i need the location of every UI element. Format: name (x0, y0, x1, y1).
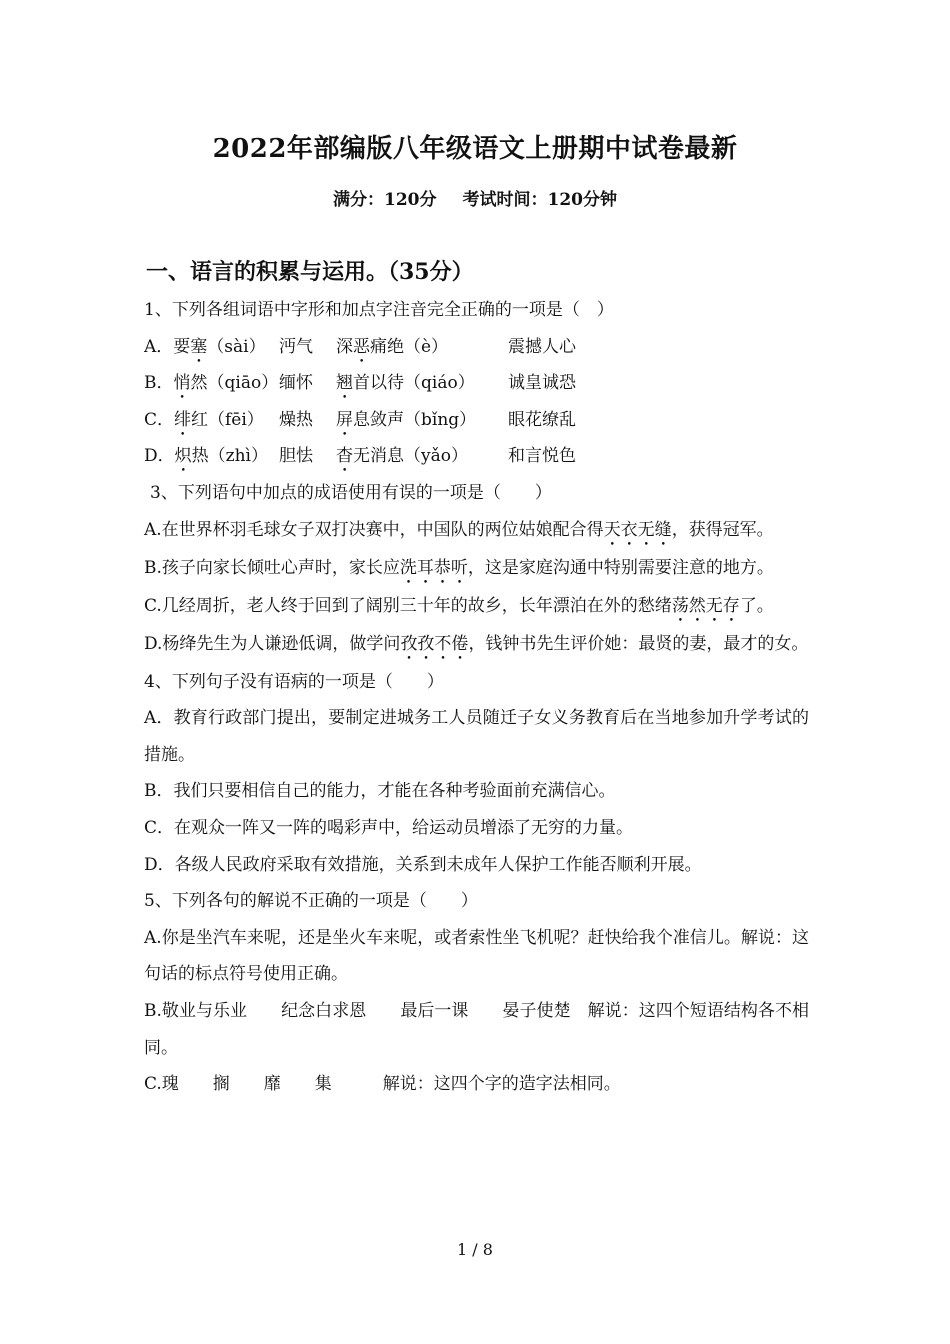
q1-d-col3: 杳无消息（yǎo） (336, 446, 468, 467)
q3-c-idiom: 荡然无存 (671, 595, 740, 616)
q1-b-col4: 诚皇诚恐 (508, 373, 576, 394)
q3-d-idiom: 孜孜不倦 (400, 633, 469, 654)
q1-a-col4: 震撼人心 (508, 336, 576, 357)
q1-option-b (144, 365, 809, 402)
q4-stem: 4、下列句子没有语病的一项是（ ） (144, 671, 444, 692)
section-heading: 一、语言的积累与运用。（35分） (146, 259, 474, 285)
q3-option-c: C.几经周折，老人终于回到了阔别三十年的故乡，长年漂泊在外的愁绪荡然无存了。 (144, 595, 774, 616)
q3-option-d: D.杨绛先生为人谦逊低调，做学问孜孜不倦，钱钟书先生评价她：最贤的妻，最才的女。 (144, 633, 809, 654)
q1-d-col4: 和言悦色 (508, 446, 576, 467)
full-score: 满分：120分 (333, 190, 437, 210)
q1-option-a (144, 329, 809, 366)
q5-option-a: A.你是坐汽车来呢，还是坐火车来呢，或者索性坐飞机呢？赶快给我个准信儿。解说：这句话的标点符号使用正确。 (144, 927, 809, 985)
q1-option-d (144, 438, 809, 475)
page-title: 2022年部编版八年级语文上册期中试卷最新 (212, 134, 738, 164)
q1-b-col3: 翘首以待（qiáo） (336, 373, 475, 394)
q4-option-d: D．各级人民政府采取有效措施，关系到未成年人保护工作能否顺利开展。 (144, 854, 702, 875)
q3-option-a: A.在世界杯羽毛球女子双打决赛中，中国队的两位姑娘配合得天衣无缝，获得冠军。 (144, 519, 774, 540)
q3-b-idiom: 洗耳恭听 (399, 557, 468, 578)
q3-a-idiom: 天衣无缝 (603, 519, 672, 540)
q4-option-a: A．教育行政部门提出，要制定进城务工人员随迁子女义务教育后在当地参加升学考试的措施。 (144, 708, 809, 765)
q1-stem: 1、下列各组词语中字形和加点字注音完全正确的一项是（ ） (144, 300, 614, 320)
q4-option-c: C．在观众一阵又一阵的喝彩声中，给运动员增添了无穷的力量。 (144, 817, 634, 838)
q1-a-col2: 沔气 (279, 336, 313, 357)
q3-stem: 3、下列语句中加点的成语使用有误的一项是（ ） (150, 482, 552, 503)
q1-c-col3: 屏息敛声（bǐng） (336, 409, 477, 430)
questions (144, 292, 809, 1103)
page-number: 1 / 8 (457, 1240, 493, 1259)
q3-option-b: B.孩子向家长倾吐心声时，家长应洗耳恭听，这是家庭沟通中特别需要注意的地方。 (144, 557, 774, 578)
q5-stem: 5、下列各句的解说不正确的一项是（ ） (144, 891, 478, 912)
q1-a-col1: A．要塞（sài） (144, 336, 266, 357)
q5-option-c: C.瑰 搁 靡 集 解说：这四个字的造字法相同。 (144, 1074, 621, 1095)
q1-d-col1: D．炽热（zhì） (144, 446, 268, 467)
q1-c-col4: 眼花缭乱 (508, 409, 576, 430)
q1-a-col3: 深恶痛绝（è） (336, 336, 449, 357)
q1-b-col2: 缅怀 (279, 373, 313, 394)
exam-info (0, 185, 950, 210)
q4-option-b: B．我们只要相信自己的能力，才能在各种考验面前充满信心。 (144, 781, 616, 802)
q1-option-c (144, 402, 809, 439)
exam-time: 考试时间：120分钟 (462, 190, 617, 210)
q5-option-b: B.敬业与乐业 纪念白求恩 最后一课 晏子使楚 解说：这四个短语结构各不相同。 (144, 1000, 809, 1058)
q1-c-col1: C．绯红（fēi） (144, 409, 264, 430)
q1-c-col2: 燥热 (279, 409, 313, 430)
q1-d-col2: 胆怯 (279, 446, 313, 467)
q1-b-col1: B．悄然（qiāo） (144, 373, 279, 394)
